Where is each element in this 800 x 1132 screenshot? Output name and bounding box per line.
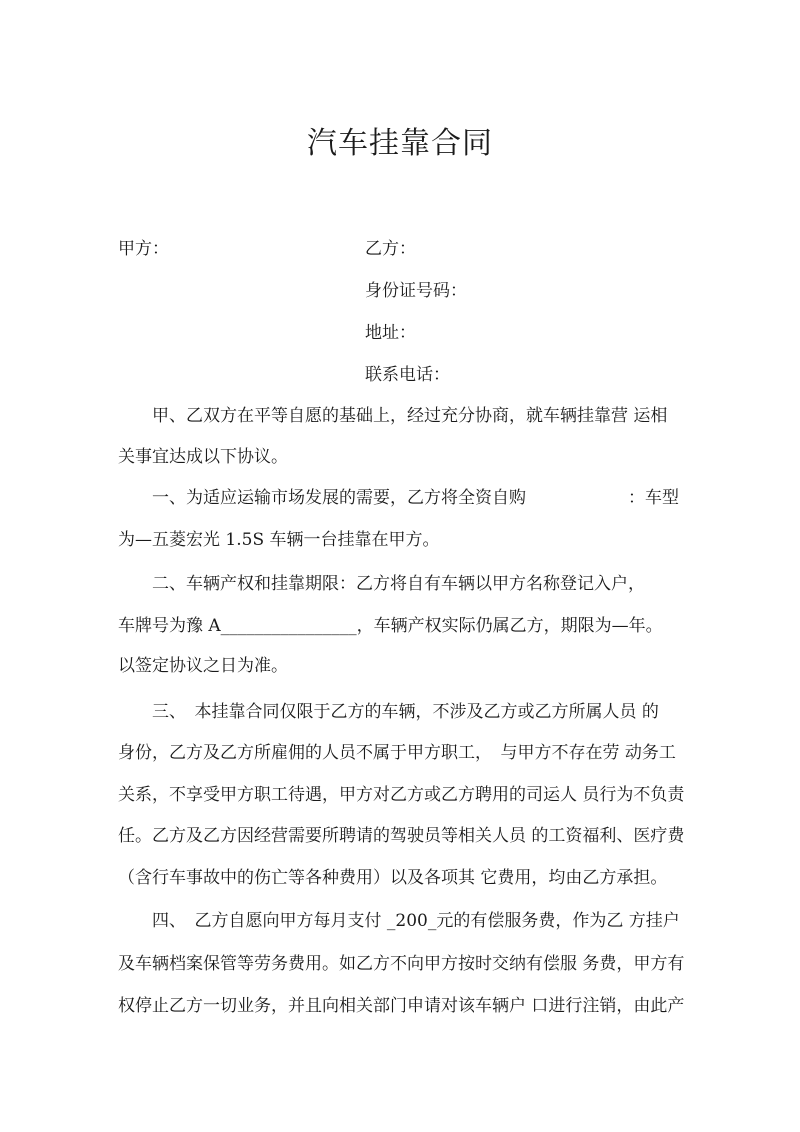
party-a-label: 甲方： bbox=[118, 239, 169, 259]
paragraph-line: 二、车辆产权和挂靠期限：乙方将自有车辆以甲方名称登记入户， bbox=[118, 574, 645, 594]
paragraph-line: 为—五菱宏光 1.5S 车辆一台挂靠在甲方。 bbox=[118, 530, 440, 550]
phone-label: 联系电话： bbox=[365, 365, 450, 385]
paragraph-line: 及车辆档案保管等劳务费用。如乙方不向甲方按时交纳有偿服 务费，甲方有 bbox=[118, 954, 685, 974]
paragraph-line: 车牌号为豫 A________________，车辆产权实际仍属乙方，期限为—年。 bbox=[118, 616, 663, 636]
paragraph-line: （含行车事故中的伤亡等各种费用）以及各项其 它费用，均由乙方承担。 bbox=[118, 868, 668, 888]
document-title: 汽车挂靠合同 bbox=[307, 126, 493, 161]
paragraph-line: 四、 乙方自愿向甲方每月支付 _200_元的有偿服务费，作为乙 方挂户 bbox=[118, 911, 680, 931]
address-label: 地址： bbox=[365, 323, 416, 343]
paragraph-line: 三、 本挂靠合同仅限于乙方的车辆，不涉及乙方或乙方所属人员 的 bbox=[118, 702, 659, 722]
id-number-label: 身份证号码： bbox=[365, 281, 467, 301]
paragraph-line: 甲、乙双方在平等自愿的基础上，经过充分协商，就车辆挂靠营 运相 bbox=[118, 406, 668, 426]
paragraph-line: 权停止乙方一切业务，并且向相关部门申请对该车辆户 口进行注销，由此产 bbox=[118, 996, 685, 1016]
paragraph-line: 任。乙方及乙方因经营需要所聘请的驾驶员等相关人员 的工资福利、医疗费 bbox=[118, 826, 685, 846]
paragraph-line: 关事宜达成以下协议。 bbox=[118, 447, 288, 467]
paragraph-line: 一、为适应运输市场发展的需要，乙方将全资自购 ：车型 bbox=[118, 488, 679, 508]
paragraph-line: 关系，不享受甲方职工待遇，甲方对乙方或乙方聘用的司运人 员行为不负责 bbox=[118, 785, 685, 805]
paragraph-line: 以签定协议之日为准。 bbox=[118, 656, 288, 676]
paragraph-line: 身份，乙方及乙方所雇佣的人员不属于甲方职工， 与甲方不存在劳 动务工 bbox=[118, 743, 676, 763]
party-b-label: 乙方： bbox=[365, 239, 416, 259]
